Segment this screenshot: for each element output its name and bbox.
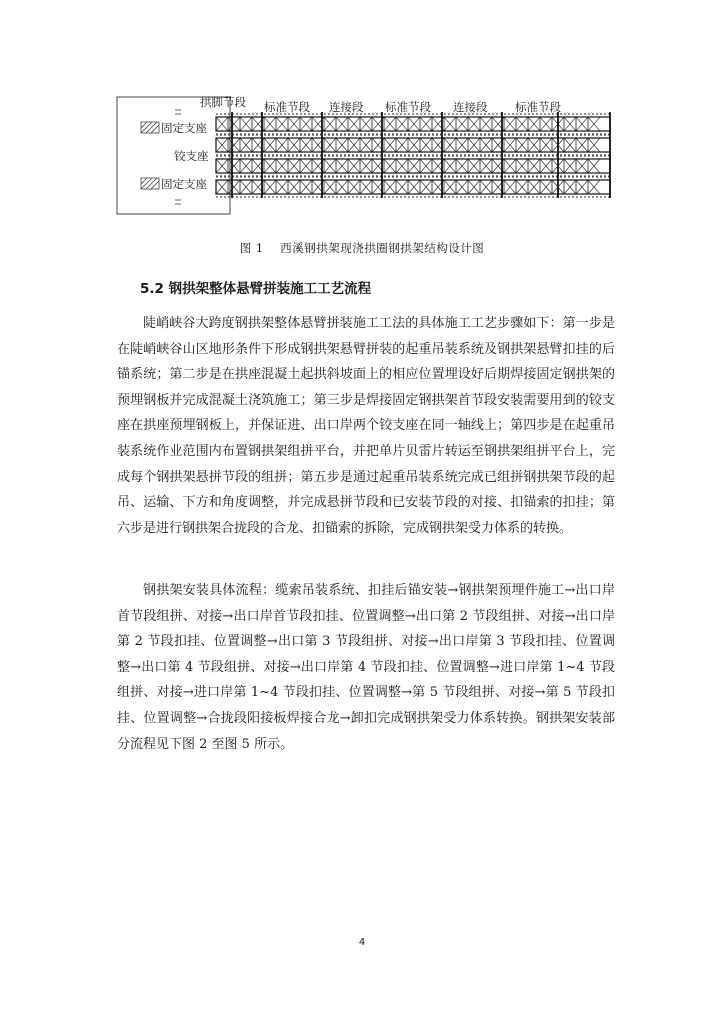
figure-caption: 图 1 西溪钢拱架现浇拱圈钢拱架结构设计图 <box>239 241 485 255</box>
label-fixed-support-top: 固定支座 <box>161 121 207 135</box>
label-hinge-support: 铰支座 <box>174 149 209 163</box>
truss-grid <box>175 110 610 204</box>
label-standard-segment-3: 标准节段 <box>515 100 561 114</box>
page-number: 4 <box>358 937 366 948</box>
label-standard-segment-2: 标准节段 <box>385 100 431 114</box>
label-fixed-support-bottom: 固定支座 <box>161 177 207 191</box>
fixed-support-bottom-marker <box>141 178 159 189</box>
label-connecting-segment-2: 连接段 <box>453 100 488 114</box>
paragraph-construction-steps: 陡峭峡谷大跨度钢拱架整体悬臂拼装施工工法的具体施工工艺步骤如下：第一步是在陡峭峡谷山区地形条件下形成钢拱架悬臂拼装的起重吊装系统及钢拱架悬臂扣挂的后锚系统；第二步是在拱座混凝土起拱斜坡面上的相应位置埋设好后期焊接固定钢拱架的预埋钢板并完成混凝土浇筑施工；第三步是焊接固定钢拱架首节段安装需要用到的铰支座在拱座预埋钢板上，并保证进、出口岸两个铰支座在同一轴线上；第四步是在起重吊装系统作业范围内布置钢拱架组拼平台，并把单片贝雷片转运至钢拱架组拼平台上，完成每个钢拱架悬拼节段的组拼；第五步是通过起重吊装系统完成已组拼钢拱架节段的起吊、运输、下方和角度调整，并完成悬拼节段和已安装节段的对接、扣锚索的扣挂；第六步是进行钢拱架合拢段的合龙、扣锚索的拆除，完成钢拱架受力体系的转换。 <box>117 316 615 536</box>
section-heading: 5.2 钢拱架整体悬臂拼装施工工艺流程 <box>140 281 372 297</box>
label-standard-segment-1: 标准节段 <box>264 100 310 114</box>
paragraph-installation-flow: 钢拱架安装具体流程：缆索吊装系统、扣挂后锚安装→钢拱架预埋件施工→出口岸首节段组拼、对接→出口岸首节段扣挂、位置调整→出口第 2 节段组拼、对接→出口岸第 2 节段扣挂、位置调整→出口第 3 节段组拼、对接→出口岸第 3 节段扣挂、位置调整→出口第 4 节段组拼、对接→出口岸第 4 节段扣挂、位置调整→进口岸第 1~4 节段组拼、对接→进口岸第 1~4 节段扣挂、位置调整→第 5 节段组拼、对接→第 5 节段扣挂、位置调整→合拢段阳接板焊接合龙→卸扣完成钢拱架受力体系转换。钢拱架安装部分流程见下图 2 至图 5 所示。 <box>117 583 615 752</box>
truss-design-figure <box>0 0 724 232</box>
fixed-support-top-marker <box>141 122 159 133</box>
label-arch-foot-segment: 拱脚节段 <box>200 95 246 109</box>
label-connecting-segment-1: 连接段 <box>329 100 364 114</box>
